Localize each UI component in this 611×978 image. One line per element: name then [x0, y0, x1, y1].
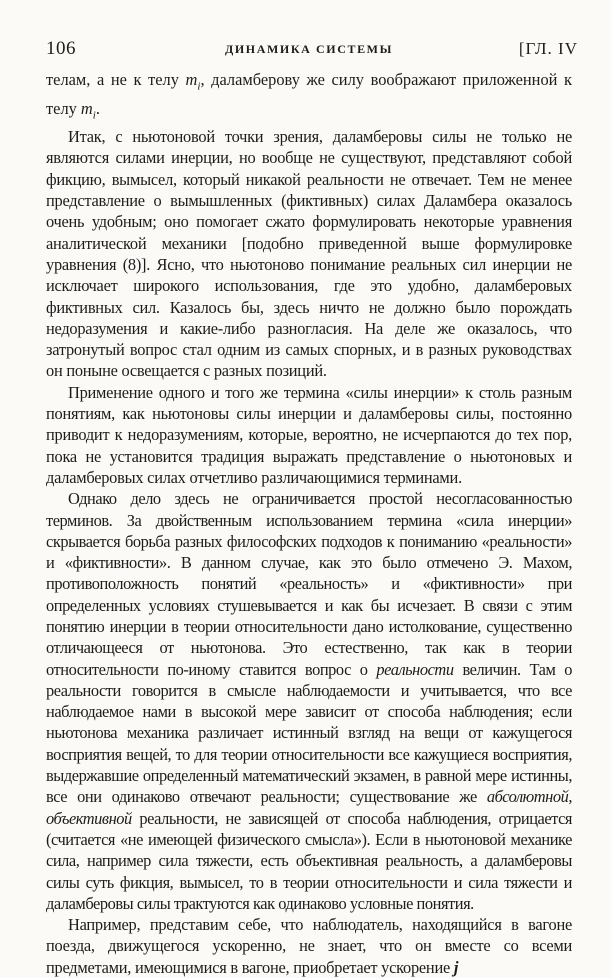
paragraph [46, 488, 572, 914]
text-run: величин. Там о реальности говорится в смысле наблюдаемости и учитывается, что все наблюдаемое нами в высокой мере зависит от способа наблюдения; если ньютонова механика различает истинный взгляд на вещи от кажущегося восприятия вещей, то для теории относительности все кажущиеся восприятия, выдержавшие определенный математический экзамен, в равной мере истинны, все они одинаково отвечают реальности; существование же [46, 659, 572, 807]
inline-symbol: i [197, 80, 201, 93]
book-page [46, 0, 578, 977]
inline-symbol: i [92, 108, 96, 121]
text-run: Однако дело здесь не ограничивается простой несогласованностью терминов. За двойственным использованием термина «сила инерции» скрывается борьба разных философских подходов к пониманию «реальности» и «фиктивности». В данном случае, как это было отмечено Э. Махом, противоположность понятий «реальность» и «фиктивности» при определенных условиях стушевывается и как бы исчезает. В связи с этим понятию инерции в теории относительности дано истолкование, существенно отличающееся от ньютонова. Это естественно, так как в теории относительности по-иному ставится вопрос о [46, 489, 572, 679]
inline-symbol: абсолютной, объективной [46, 787, 572, 828]
inline-symbol: реальности [376, 659, 454, 679]
running-head [46, 38, 578, 62]
text-run: Итак, с ньютоновой точки зрения, даламберовы силы не только не являются силами инерции, но вообще не существуют, представляют собой фикцию, вымысел, который никакой реальности не отвечает. Тем не менее представление о вымышленных (фиктивных) силах Даламбера оказалось очень удобным; оно помогает сжато формулировать некоторые уравнения аналитической механики [подобно приведенной выше формулировке уравнения (8)]. Ясно, что ньютоново понимание реальных сил инерции не исключает широкого использования, где это удобно, даламберовых фиктивных сил. Казалось бы, здесь ничто не должно было порождать недоразумения и какие-либо разногласия. На деле же оказалось, что затронутый вопрос стал одним из самых спорных, и в разных руководствах он поныне освещается с разных позиций. [46, 127, 572, 381]
text-run: . [95, 98, 100, 118]
inline-symbol: j [453, 957, 459, 977]
text-run: Например, представим себе, что наблюдатель, находящийся в вагоне поезда, движущегося ускоренно, не знает, что он вместе со всеми предметами, имеющимися в вагоне, приобретает ускорение [46, 915, 572, 977]
inline-symbol: m [185, 70, 198, 89]
paragraph [46, 914, 572, 978]
paragraph [46, 69, 572, 126]
running-title: ДИНАМИКА СИСТЕМЫ [224, 42, 393, 56]
body-text [46, 69, 572, 978]
paragraph [46, 382, 572, 488]
page-number: 106 [46, 38, 76, 59]
text-run: Применение одного и того же термина «силы инерции» к столь разным понятиям, как ньютоновы силы инерции и даламберовы силы, постоянно приводит к недоразумениям, которые, вероятно, не исчерпаются до тех пор, пока не установится традиция выражать представление о ньютоновых и даламберовых силах отчетливо различающимися терминами. [46, 382, 572, 487]
paragraph [46, 126, 572, 382]
chapter-label: [ГЛ. IV [518, 39, 578, 58]
text-run: телам, а не к телу [46, 70, 186, 89]
text-run: реальности, не зависящей от способа наблюдения, отрицается (считается «не имеющей физического смысла»). Если в ньютоновой механике сила, например сила тяжести, есть объективная реальность, а даламберовы силы суть фикция, вымысел, то в теории относительности и сила тяжести и даламберовы силы трактуются как одинаково условные понятия. [46, 808, 572, 913]
text-run: , даламберову же силу воображают приложенной к телу [46, 70, 572, 118]
inline-symbol: m [80, 98, 93, 118]
